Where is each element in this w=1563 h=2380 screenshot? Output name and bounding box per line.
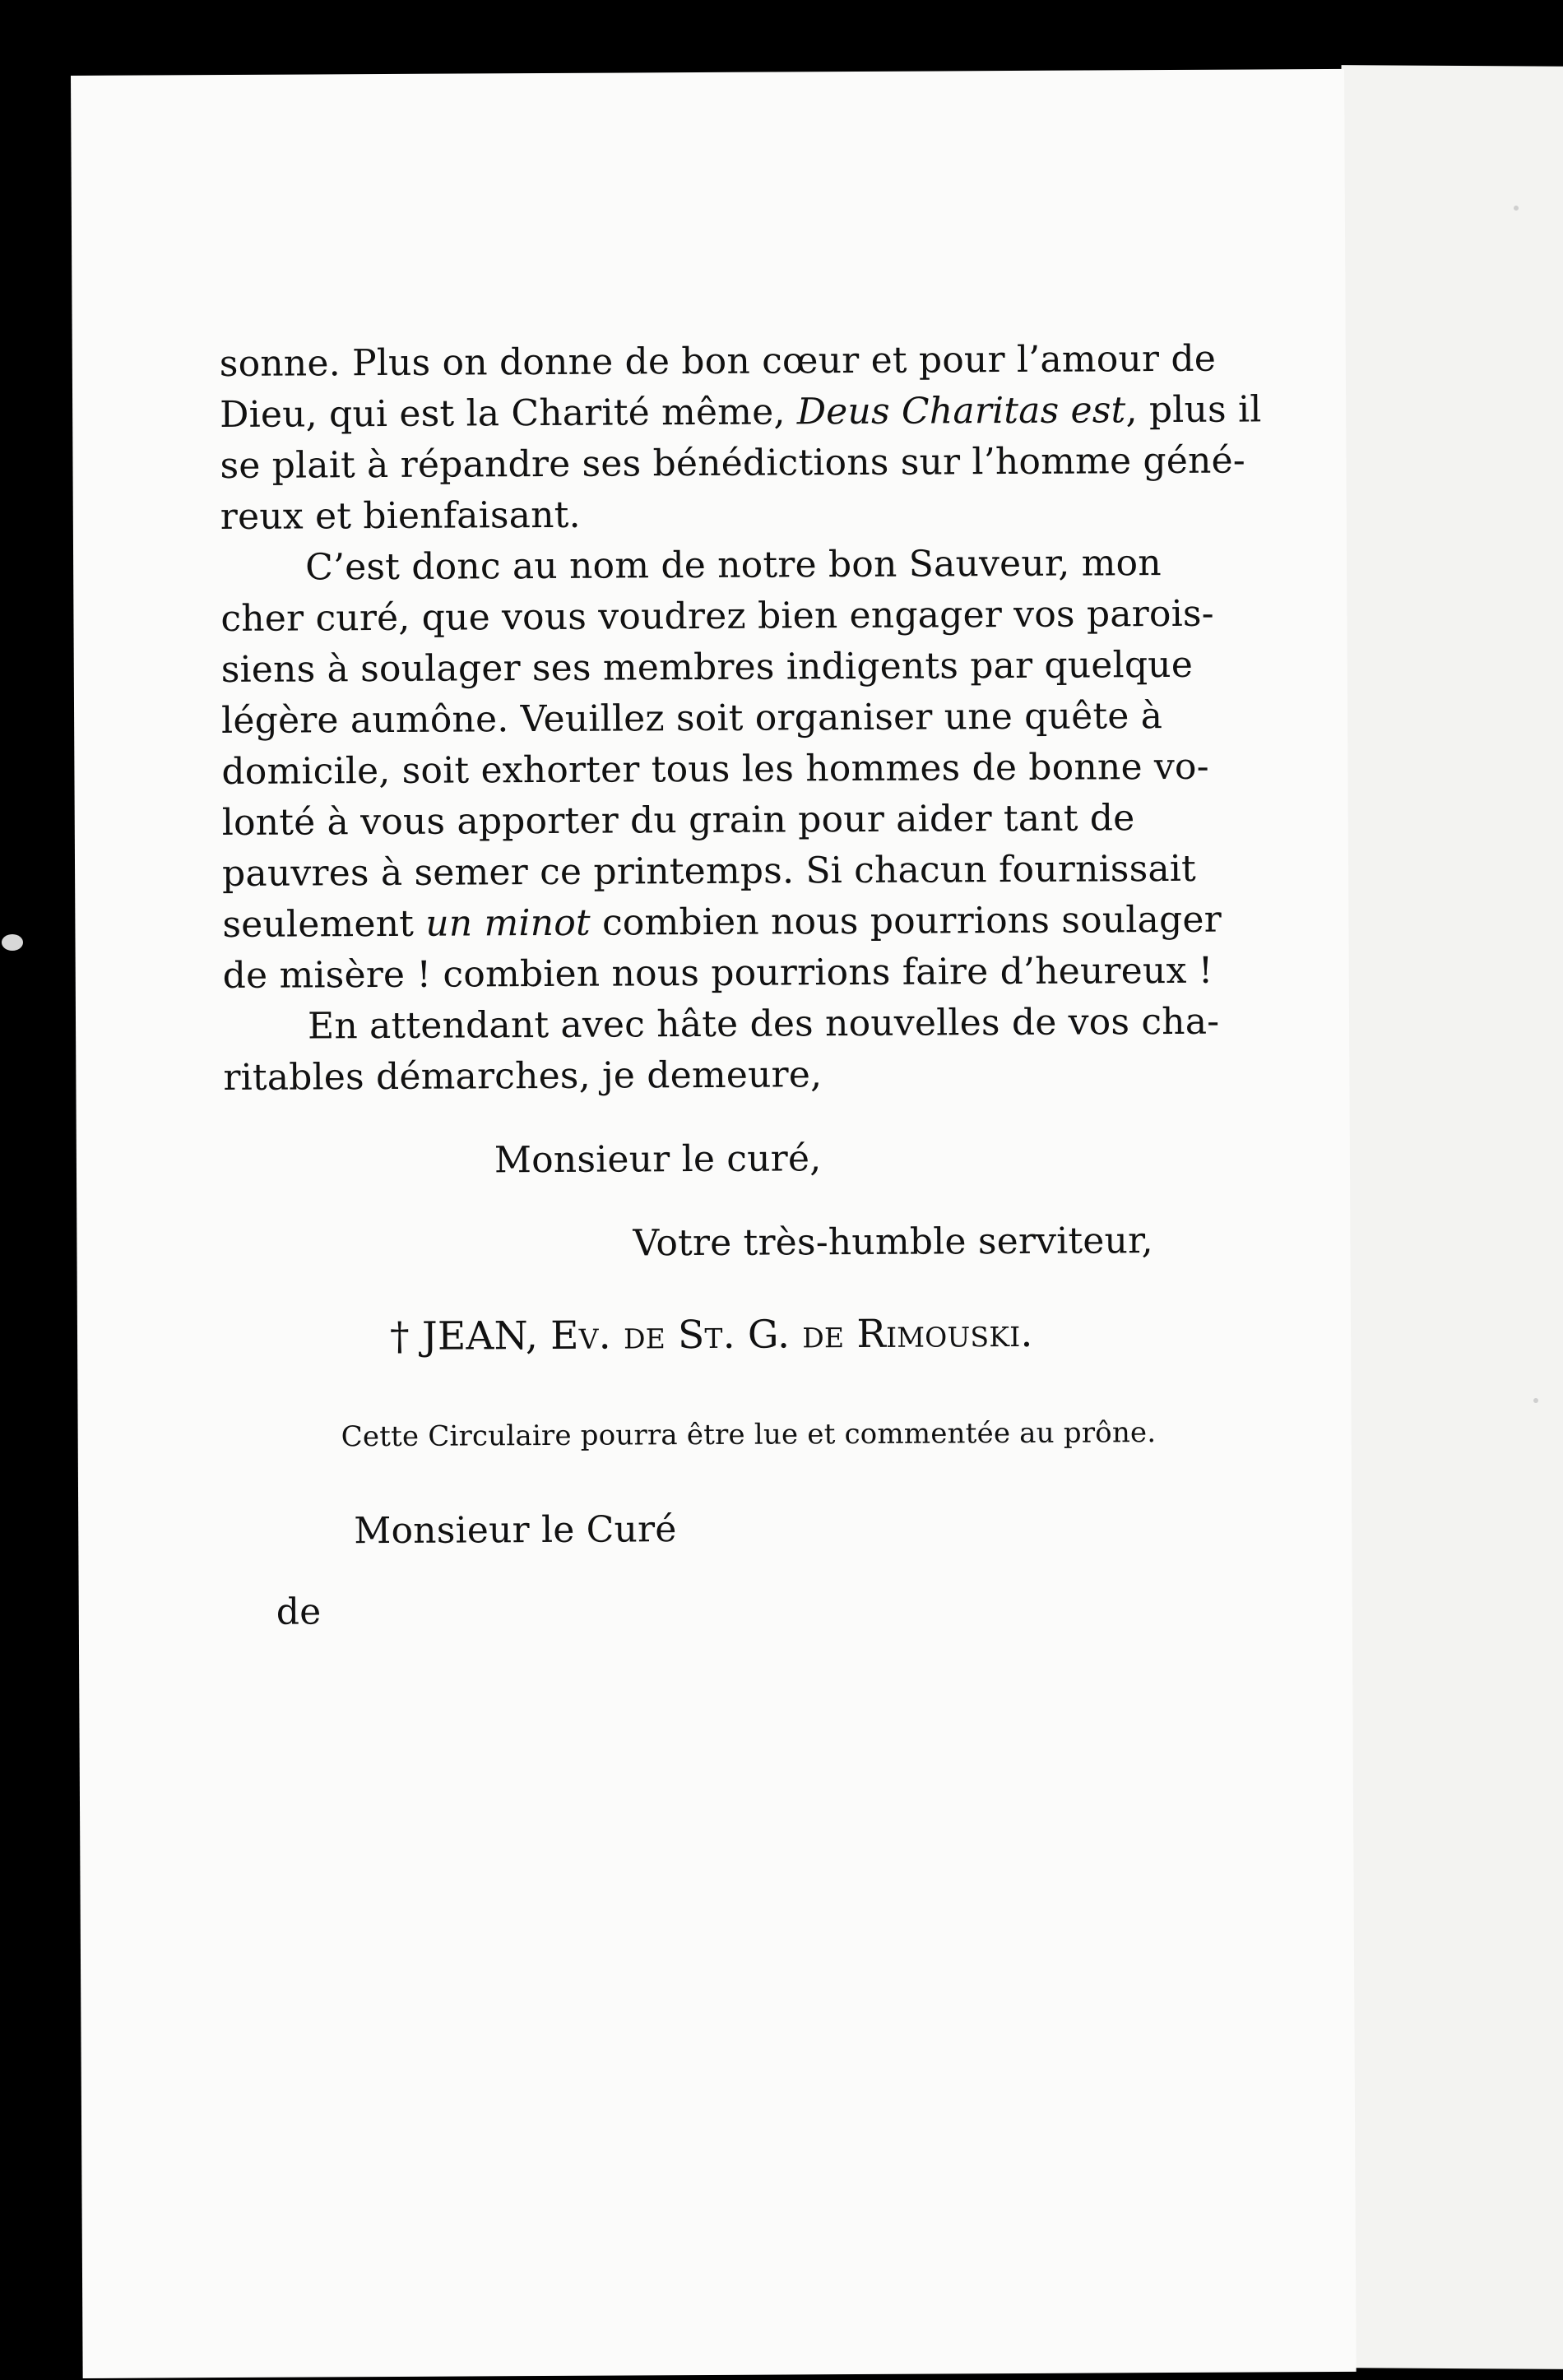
paragraph-1-line-2-start: Dieu, qui est la Charité même, (220, 391, 797, 437)
paragraph-2-line-9: de misère ! combien nous pourrions faire d’heureux ! (222, 949, 1213, 998)
letter-text (71, 69, 1357, 2378)
paragraph-2-line-6: lonté à vous apporter du grain pour aider tant de (221, 797, 1135, 845)
paragraph-2-line-1: C’est donc au nom de notre bon Sauveur, mon (305, 542, 1162, 589)
latin-phrase: Deus Charitas est (796, 389, 1126, 433)
reading-note: Cette Circulaire pourra être lue et commentée au prône. (341, 1416, 1157, 1454)
paragraph-2-line-8 (222, 898, 1222, 947)
paragraph-1-line-1: sonne. Plus on donne de bon cœur et pour l’amour de (219, 337, 1217, 386)
address-line-1: Monsieur le Curé (354, 1508, 677, 1553)
paragraph-2-line-8-start: seulement (222, 902, 426, 947)
paragraph-1-line-4: reux et bienfaisant. (220, 493, 581, 539)
scan-speck (1533, 1398, 1538, 1403)
salutation: Monsieur le curé, (494, 1137, 822, 1182)
address-line-2: de (276, 1591, 322, 1633)
paragraph-2-line-4: légère aumône. Veuillez soit organiser une quête à (220, 695, 1163, 743)
cross-symbol: † (389, 1313, 410, 1359)
paragraph-3-line-1: En attendant avec hâte des nouvelles de vos cha- (307, 1000, 1220, 1048)
scanned-page (71, 69, 1357, 2378)
signature-name: JEAN, (421, 1313, 539, 1359)
scan-speck (1514, 206, 1519, 211)
paragraph-2-line-7: pauvres à semer ce printemps. Si chacun fournissait (221, 847, 1197, 896)
paragraph-2-line-8-end: combien nous pourrions soulager (590, 898, 1222, 944)
paragraph-2-line-3: siens à soulager ses membres indigents par quelque (220, 643, 1194, 692)
paragraph-1-line-2-end: , plus il (1125, 388, 1262, 432)
signature (389, 1310, 1033, 1359)
paragraph-2-line-5: domicile, soit exhorter tous les hommes de bonne vo- (221, 745, 1209, 794)
scan-speck (2, 934, 23, 951)
paragraph-3-line-2: ritables démarches, je demeure, (223, 1053, 823, 1100)
closing: Votre très-humble serviteur, (633, 1220, 1153, 1265)
facing-page-edge (1327, 65, 1563, 2369)
signature-title: Ev. de St. G. de Rimouski. (550, 1310, 1033, 1359)
paragraph-1-line-2 (220, 388, 1262, 437)
paragraph-1-line-3: se plait à répandre ses bénédictions sur l’homme géné- (220, 439, 1246, 488)
italic-phrase: un minot (425, 901, 591, 945)
paragraph-2-line-2: cher curé, que vous voudrez bien engager vos parois- (220, 592, 1214, 641)
